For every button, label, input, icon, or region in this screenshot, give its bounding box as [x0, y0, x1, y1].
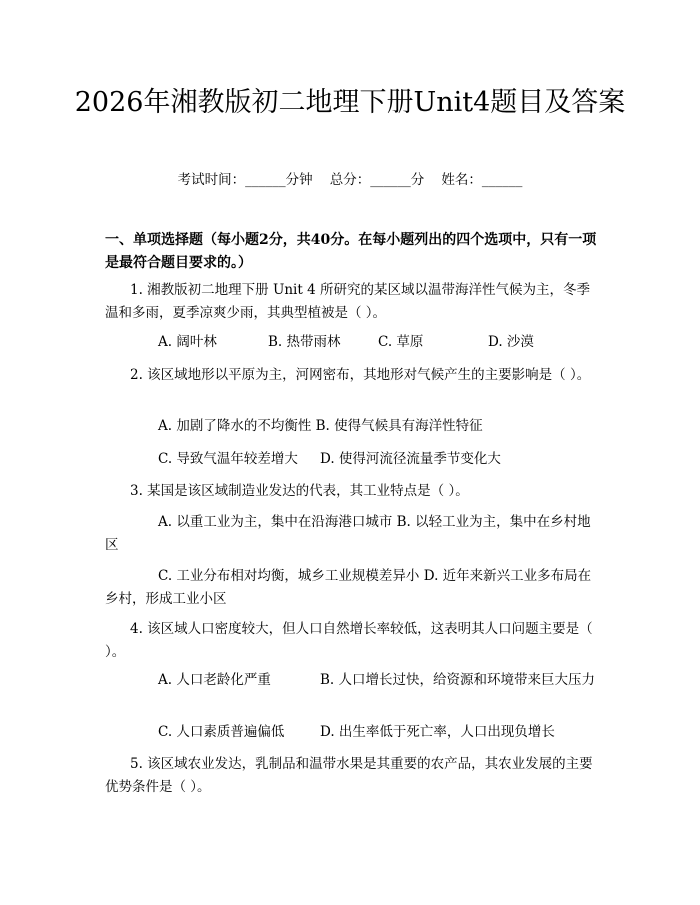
q4-option-b: B. 人口增长过快，给资源和环境带来巨大压力: [320, 672, 596, 688]
q4-option-c: C. 人口素质普遍偏低: [158, 724, 285, 740]
document-title: 2026年湘教版初二地理下册Unit4题目及答案: [74, 87, 626, 118]
q1-option-b: B. 热带雨林: [268, 334, 341, 350]
q4-option-a: A. 人口老龄化严重: [158, 672, 271, 688]
question-4-options-ab: [105, 669, 600, 692]
q1-option-c: C. 草原: [378, 334, 424, 350]
question-2-options-cd: [158, 448, 501, 471]
question-2-stem: 2. 该区域地形以平原为主，河网密布，其地形对气候产生的主要影响是（ ）。: [130, 367, 591, 383]
question-1-options: [158, 331, 534, 354]
exam-info-line: 考试时间：______分钟 总分：______分 姓名：______: [177, 172, 523, 188]
q3-option-ab: A. 以重工业为主，集中在沿海港口城市 B. 以轻工业为主，集中在乡村地区: [105, 514, 591, 553]
q2-option-ab: A. 加剧了降水的不均衡性 B. 使得气候具有海洋性特征: [158, 418, 483, 434]
question-5-stem: 5. 该区域农业发达，乳制品和温带水果是其重要的农产品，其农业发展的主要优势条件是（ ）。: [105, 756, 593, 795]
q2-option-d: D. 使得河流径流量季节变化大: [320, 451, 501, 467]
q1-option-a: A. 阔叶林: [158, 334, 217, 350]
section-heading: 一、单项选择题（每小题2分，共40分。在每小题列出的四个选项中，只有一项是最符合题目要求的。）: [105, 232, 597, 271]
question-1-stem: 1. 湘教版初二地理下册 Unit 4 所研究的某区域以温带海洋性气候为主，冬季温和多雨，夏季凉爽少雨，其典型植被是（ ）。: [105, 282, 590, 321]
q3-option-cd: C. 工业分布相对均衡，城乡工业规模差异小 D. 近年来新兴工业多布局在乡村，形成工业小区: [105, 568, 592, 607]
q4-option-d: D. 出生率低于死亡率，人口出现负增长: [320, 724, 555, 740]
q2-option-c: C. 导致气温年较差增大: [158, 451, 298, 467]
question-3-stem: 3. 某国是该区域制造业发达的代表，其工业特点是（ ）。: [130, 483, 469, 499]
question-4-options-cd: [158, 721, 555, 744]
question-4-stem: 4. 该区域人口密度较大，但人口自然增长率较低，这表明其人口问题主要是（ ）。: [105, 621, 593, 660]
q1-option-d: D. 沙漠: [488, 334, 534, 350]
